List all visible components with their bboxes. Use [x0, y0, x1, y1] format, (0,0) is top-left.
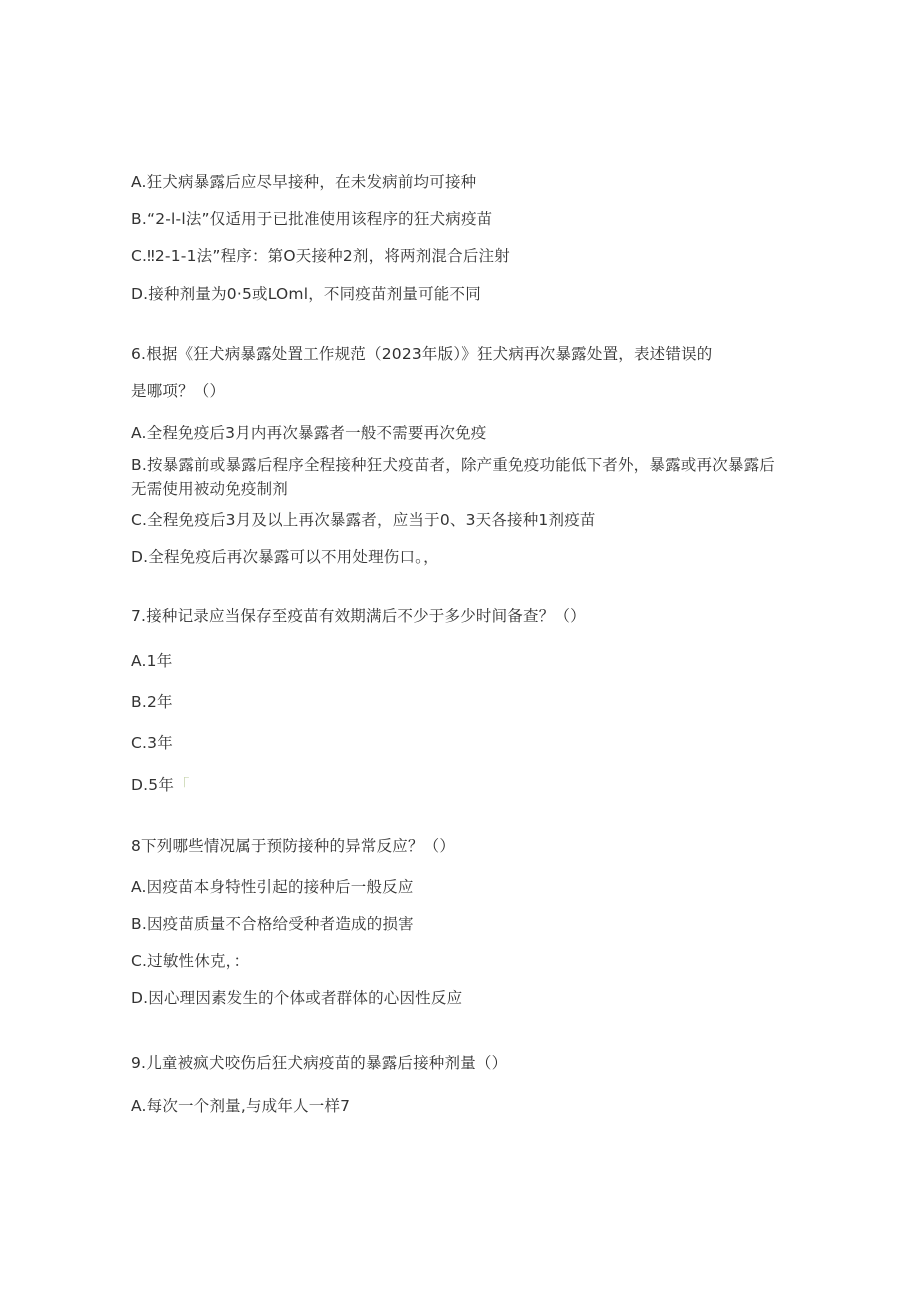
q5-option-a: A.狂犬病暴露后应尽早接种，在未发病前均可接种 — [131, 173, 477, 191]
q9-question: 9.儿童被疯犬咬伤后狂犬病疫苗的暴露后接种剂量（） — [131, 1054, 508, 1072]
q6-option-a: A.全程免疫后3月内再次暴露者一般不需要再次免疫 — [131, 424, 487, 442]
q8-question: 8下列哪些情况属于预防接种的异常反应？（） — [131, 837, 456, 855]
q6-option-d: D.全程免疫后再次暴露可以不用处理伤口。， — [131, 548, 439, 566]
q6-option-b: B.按暴露前或暴露后程序全程接种狂犬疫苗者，除产重免疫功能低下者外，暴露或再次暴露后无需使用被动免疫制剂 — [131, 456, 775, 498]
q7-option-c: C.3年 — [131, 734, 173, 752]
q5-option-b: B.“2-l-l法”仅适用于已批准使用该程序的狂犬病疫苗 — [131, 210, 493, 228]
q9-option-a: A.每次一个剂量,与成年人一样7 — [131, 1097, 351, 1115]
q8-option-c: C.过敏性休克，： — [131, 952, 250, 970]
q8-option-d: D.因心理因素发生的个体或者群体的心因性反应 — [131, 989, 463, 1007]
q6-question-line1: 6.根据《狂犬病暴露处置工作规范（2023年版）》狂犬病再次暴露处置，表述错误的 — [131, 345, 713, 363]
q7-option-b: B.2年 — [131, 693, 173, 711]
q7-option-a: A.1年 — [131, 652, 173, 670]
q6-option-c: C.全程免疫后3月及以上再次暴露者，应当于0、3天各接种1剂疫苗 — [131, 511, 596, 529]
q5-option-c: C.‼2-1-1法”程序：第O天接种2剂，将两剂混合后注射 — [131, 247, 510, 265]
q8-option-b: B.因疫苗质量不合格给受种者造成的损害 — [131, 915, 414, 933]
q5-option-d: D.接种剂量为0·5或LOml，不同疫苗剂量可能不同 — [131, 285, 481, 303]
q6-question-line2: 是哪项？（） — [131, 382, 226, 400]
q7-trailing-mark: 「 — [174, 776, 190, 794]
q7-question: 7.接种记录应当保存至疫苗有效期满后不少于多少时间备查？（） — [131, 607, 586, 625]
q7-option-d — [131, 775, 190, 795]
q7-option-d-text: D.5年 — [131, 776, 175, 794]
q8-option-a: A.因疫苗本身特性引起的接种后一般反应 — [131, 878, 414, 896]
